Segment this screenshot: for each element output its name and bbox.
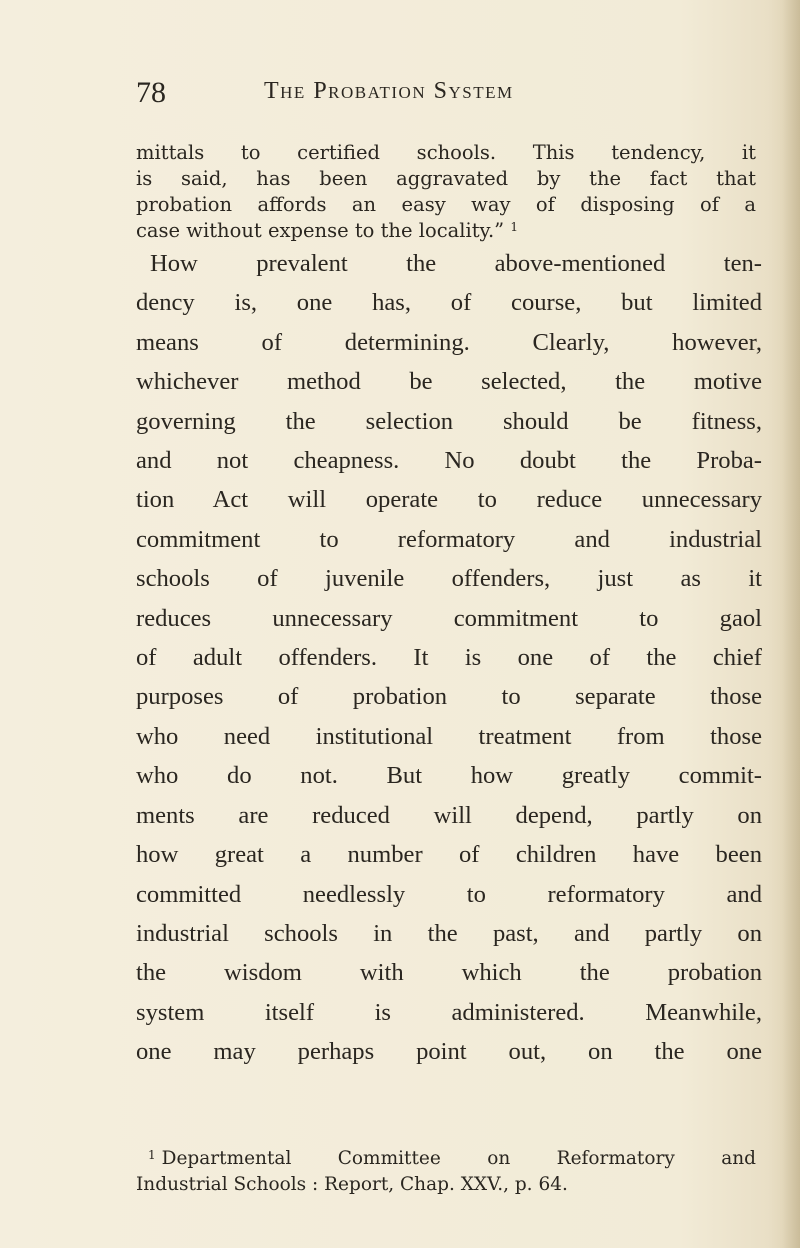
body-line: whichever method be selected, the motive <box>136 368 762 396</box>
body-line: dency is, one has, of course, but limited <box>136 289 762 317</box>
footnote-line: Industrial Schools : Report, Chap. XXV., p. 64. <box>136 1174 568 1195</box>
footnote-line <box>136 1142 756 1172</box>
body-line: how great a number of children have been <box>136 841 762 869</box>
body-line: one may perhaps point out, on the one <box>136 1038 762 1066</box>
page-edge-shadow <box>782 0 800 1248</box>
page-number: 78 <box>136 76 166 109</box>
body-line: the wisdom with which the probation <box>136 959 762 987</box>
body-line: who do not. But how greatly commit- <box>136 762 762 790</box>
running-head <box>136 76 736 116</box>
quote-line-text: case without expense to the locality.” <box>136 219 505 242</box>
body-line: How prevalent the above-mentioned ten- <box>150 250 762 277</box>
body-line: and not cheapness. No doubt the Proba- <box>136 447 762 475</box>
quote-line: probation affords an easy way of disposing of a <box>136 193 756 216</box>
quote-line <box>136 218 756 244</box>
quoted-passage <box>136 140 756 244</box>
quote-line: is said, has been aggravated by the fact that <box>136 167 756 190</box>
body-line: schools of juvenile offenders, just as it <box>136 565 762 593</box>
body-line: of adult offenders. It is one of the chief <box>136 644 762 672</box>
body-line: means of determining. Clearly, however, <box>136 328 762 356</box>
body-line: committed needlessly to reformatory and <box>136 880 762 908</box>
body-line: ments are reduced will depend, partly on <box>136 801 762 829</box>
body-line: governing the selection should be fitness, <box>136 407 762 435</box>
footnote-mark: 1 <box>148 1148 156 1162</box>
body-line: system itself is administered. Meanwhile, <box>136 998 762 1026</box>
body-line: industrial schools in the past, and partly on <box>136 919 762 947</box>
body-paragraph <box>136 244 762 1072</box>
footnote-text: Departmental Committee on Reformatory and <box>161 1148 756 1169</box>
body-line: reduces unnecessary commitment to gaol <box>136 604 762 632</box>
body-line: commitment to reformatory and industrial <box>136 525 762 553</box>
footnote-reference: 1 <box>510 220 518 234</box>
body-line: tion Act will operate to reduce unnecessary <box>136 486 762 514</box>
body-line: who need institutional treatment from those <box>136 722 762 750</box>
body-line: purposes of probation to separate those <box>136 683 762 711</box>
running-title: The Probation System <box>264 78 514 104</box>
footnote <box>136 1142 756 1198</box>
quote-line: mittals to certified schools. This tendency, it <box>136 141 756 164</box>
